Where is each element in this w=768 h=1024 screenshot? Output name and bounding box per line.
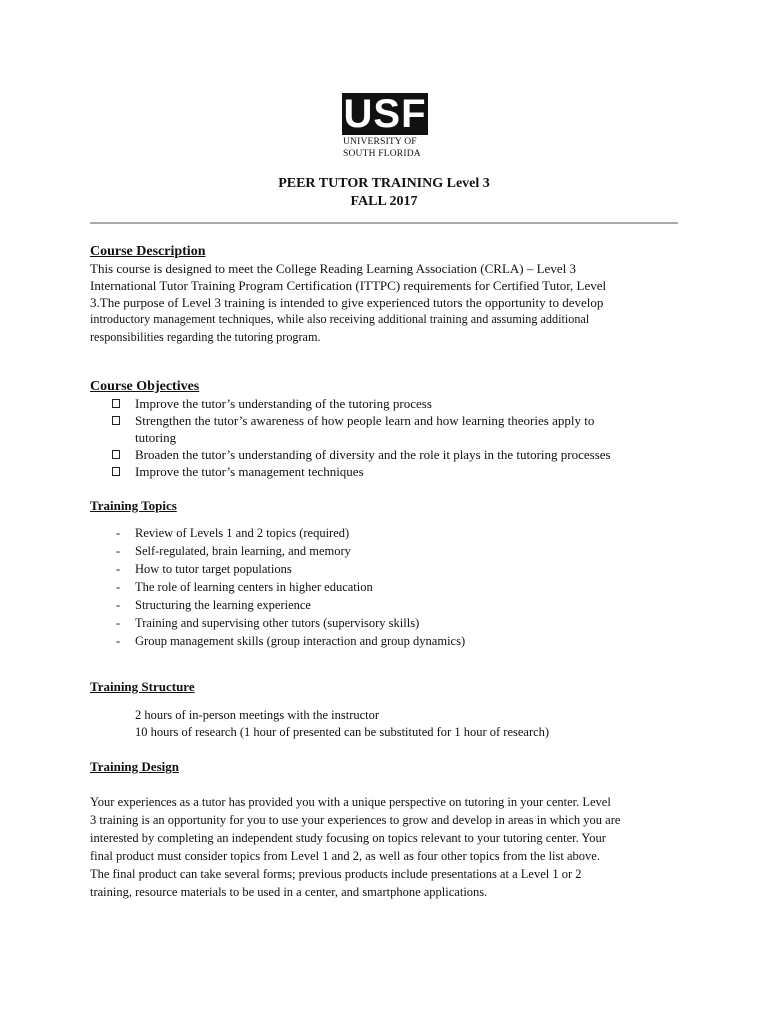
objective-text: Improve the tutor’s management techniques — [135, 464, 364, 479]
objective-item — [90, 395, 680, 412]
design-line: Your experiences as a tutor has provided you with a unique perspective on tutoring in your center. Level — [90, 795, 611, 809]
objectives-list — [90, 395, 680, 480]
usf-logo-mark: USF — [343, 92, 427, 136]
design-line: final product must consider topics from Level 1 and 2, as well as four other topics from the list above. — [90, 849, 600, 863]
description-line: 3.The purpose of Level 3 training is intended to give experienced tutors the opportunity to develop — [90, 295, 604, 310]
objective-text: Broaden the tutor’s understanding of diversity and the role it plays in the tutoring processes — [135, 447, 611, 462]
dash-bullet: - — [116, 580, 121, 594]
dash-bullet: - — [116, 544, 121, 558]
training-structure-heading: Training Structure — [90, 679, 195, 694]
usf-logo-line1: UNIVERSITY OF — [343, 137, 417, 147]
design-line: 3 training is an opportunity for you to use your experiences to grow and develop in areas in which you are — [90, 813, 621, 827]
topic-item — [90, 542, 680, 560]
topic-item — [90, 632, 680, 650]
objective-text: Improve the tutor’s understanding of the tutoring process — [135, 396, 432, 411]
training-topics-list-wrap — [90, 524, 680, 650]
dash-bullet: - — [116, 598, 121, 612]
topic-text: Group management skills (group interaction and group dynamics) — [135, 634, 466, 648]
design-line: training, resource materials to be used in a center, and smartphone applications. — [90, 885, 488, 899]
checkbox-bullet-icon — [112, 450, 120, 459]
header-divider — [90, 222, 678, 224]
objective-text-continued: tutoring — [135, 430, 177, 445]
topic-item — [90, 596, 680, 614]
structure-line: 10 hours of research (1 hour of presented can be substituted for 1 hour of research) — [135, 725, 550, 739]
usf-logo-line2: SOUTH FLORIDA — [343, 149, 421, 159]
topic-text: Training and supervising other tutors (supervisory skills) — [135, 616, 420, 630]
course-objectives-heading: Course Objectives — [90, 379, 200, 394]
topic-text: Structuring the learning experience — [135, 598, 311, 612]
topic-item — [90, 524, 680, 542]
checkbox-bullet-icon — [112, 467, 120, 476]
course-description-heading: Course Description — [90, 244, 206, 259]
document-term: FALL 2017 — [350, 194, 418, 209]
topic-item — [90, 614, 680, 632]
course-objectives-section — [90, 378, 680, 480]
training-structure-lines — [90, 707, 680, 741]
dash-bullet: - — [116, 562, 121, 576]
checkbox-bullet-icon — [112, 416, 120, 425]
topic-item — [90, 578, 680, 596]
objective-text: Strengthen the tutor’s awareness of how people learn and how learning theories apply to — [135, 413, 595, 428]
description-line: responsibilities regarding the tutoring program. — [90, 329, 321, 344]
design-line: The final product can take several forms; previous products include presentations at a Level 1 or 2 — [90, 867, 582, 881]
dash-bullet: - — [116, 526, 121, 540]
checkbox-bullet-icon — [112, 399, 120, 408]
training-design-heading: Training Design — [90, 759, 179, 774]
dash-bullet: - — [116, 634, 121, 648]
structure-line: 2 hours of in-person meetings with the instructor — [135, 708, 380, 722]
objective-item — [90, 463, 680, 480]
topic-text: Review of Levels 1 and 2 topics (required) — [135, 526, 350, 540]
objective-item — [90, 412, 680, 446]
topics-list — [90, 524, 680, 650]
usf-logo — [342, 93, 428, 159]
topic-item — [90, 560, 680, 578]
objective-item — [90, 446, 680, 463]
training-design-section — [90, 759, 680, 775]
course-description-section — [90, 243, 680, 346]
topic-text: Self-regulated, brain learning, and memory — [135, 544, 351, 558]
topic-text: The role of learning centers in higher education — [135, 580, 373, 594]
description-line: This course is designed to meet the College Reading Learning Association (CRLA) – Level 3 — [90, 261, 576, 276]
training-topics-section — [90, 498, 680, 514]
training-design-paragraph — [90, 793, 680, 901]
training-structure-section — [90, 679, 680, 695]
description-line: introductory management techniques, while also receiving additional training and assuming additional — [90, 312, 590, 326]
topic-text: How to tutor target populations — [135, 562, 292, 576]
design-line: interested by completing an independent study focusing on topics relevant to your tutoring center. Your — [90, 831, 606, 845]
description-line: International Tutor Training Program Certification (ITTPC) requirements for Certified Tutor, Level — [90, 278, 607, 293]
dash-bullet: - — [116, 616, 121, 630]
training-topics-heading: Training Topics — [90, 498, 177, 513]
document-title: PEER TUTOR TRAINING Level 3 — [278, 176, 490, 191]
